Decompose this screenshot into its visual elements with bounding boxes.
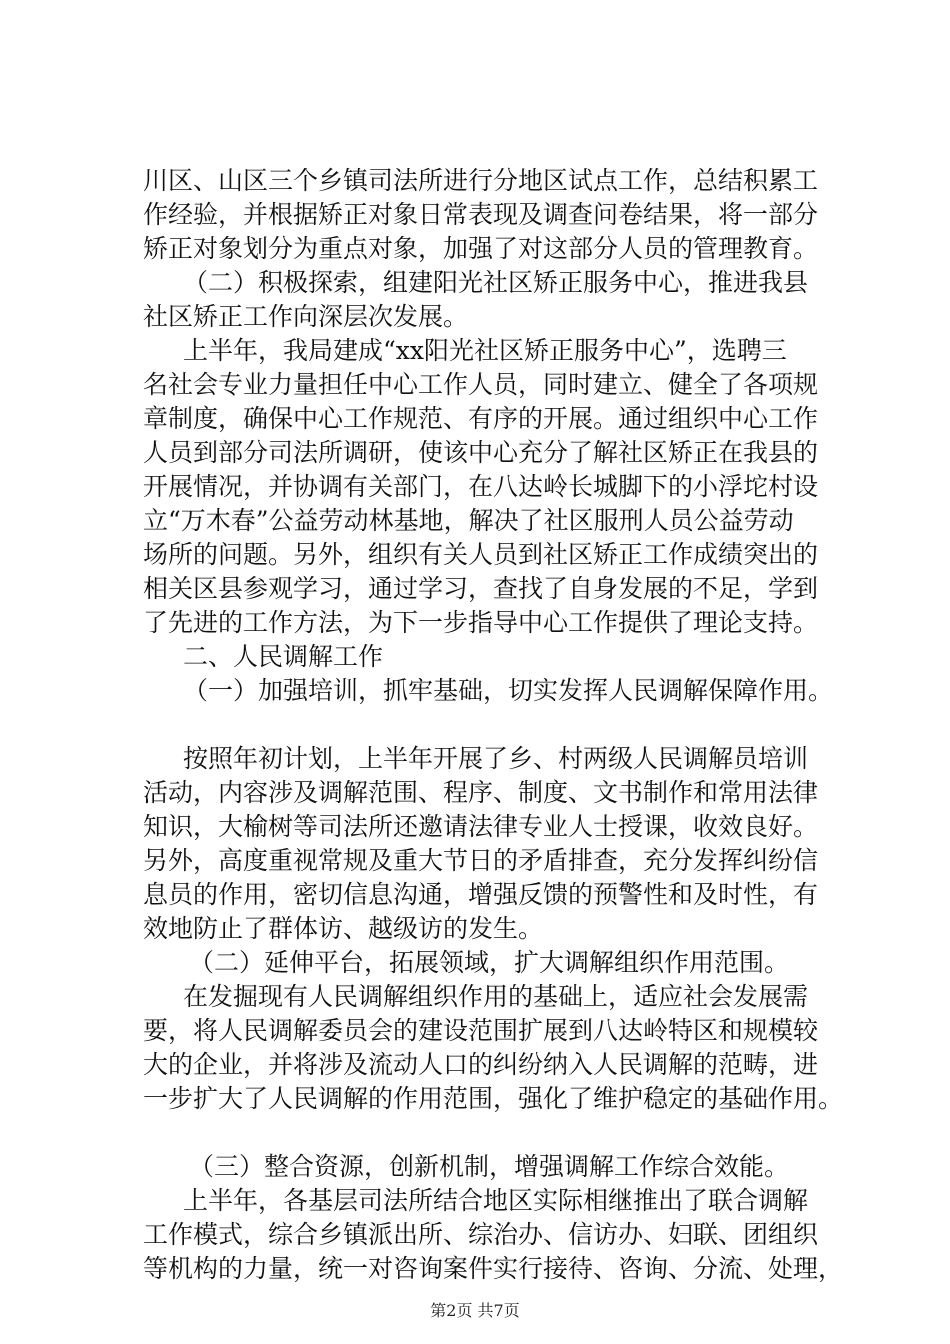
text-line: 川区、山区三个乡镇司法所进行分地区试点工作，总结积累工: [143, 166, 819, 195]
page-number-footer: 第2页 共7页: [430, 1301, 520, 1320]
text-line: 大的企业，并将涉及流动人口的纠纷纳入人民调解的范畴，进: [143, 1050, 819, 1079]
document-body: [143, 164, 843, 1286]
subsection-heading: （一）加强培训，抓牢基础，切实发挥人民调解保障作用。: [183, 676, 834, 705]
paragraph-start: 上半年，我局建成“xx阳光社区矫正服务中心”，选聘三: [183, 336, 787, 365]
text-line: 作经验，并根据矫正对象日常表现及调查问卷结果，将一部分: [143, 200, 819, 229]
section-heading: （二）积极探索，组建阳光社区矫正服务中心，推进我县: [183, 268, 809, 297]
blank-line: [143, 708, 843, 742]
text-line: 场所的问题。另外，组织有关人员到社区矫正工作成绩突出的: [143, 540, 819, 569]
text-line: 立“万木春”公益劳动林基地，解决了社区服刑人员公益劳动: [143, 506, 794, 535]
paragraph-start: 按照年初计划，上半年开展了乡、村两级人民调解员培训: [183, 744, 809, 773]
text-line: 活动，内容涉及调解范围、程序、制度、文书制作和常用法律: [143, 778, 819, 807]
text-line: 社区矫正工作向深层次发展。: [143, 302, 469, 331]
text-line: 人员到部分司法所调研，使该中心充分了解社区矫正在我县的: [143, 438, 819, 467]
subsection-heading: （二）延伸平台，拓展领域，扩大调解组织作用范围。: [189, 948, 790, 977]
section-heading: 二、人民调解工作: [183, 642, 384, 671]
text-line: 效地防止了群体访、越级访的发生。: [143, 914, 544, 943]
paragraph-start: 在发掘现有人民调解组织作用的基础上，适应社会发展需: [183, 982, 809, 1011]
text-line: 章制度，确保中心工作规范、有序的开展。通过组织中心工作: [143, 404, 819, 433]
text-line: 了先进的工作方法，为下一步指导中心工作提供了理论支持。: [143, 608, 819, 637]
text-line: 名社会专业力量担任中心工作人员，同时建立、健全了各项规: [143, 370, 819, 399]
text-line: 等机构的力量，统一对咨询案件实行接待、咨询、分流、处理，: [143, 1254, 844, 1283]
text-line: 知识，大榆树等司法所还邀请法律专业人士授课，收效良好。: [143, 812, 819, 841]
subsection-heading: （三）整合资源，创新机制，增强调解工作综合效能。: [189, 1152, 790, 1181]
text-line: 息员的作用，密切信息沟通，增强反馈的预警性和及时性，有: [143, 880, 819, 909]
text-line: 相关区县参观学习，通过学习，查找了自身发展的不足，学到: [143, 574, 819, 603]
text-line: 一步扩大了人民调解的作用范围，强化了维护稳定的基础作用。: [143, 1084, 844, 1113]
text-line: 另外，高度重视常规及重大节日的矛盾排查，充分发挥纠纷信: [143, 846, 819, 875]
text-line: 开展情况，并协调有关部门，在八达岭长城脚下的小浮坨村设: [143, 472, 819, 501]
paragraph-start: 上半年，各基层司法所结合地区实际相继推出了联合调解: [183, 1186, 809, 1215]
text-line: 矫正对象划分为重点对象，加强了对这部分人员的管理教育。: [143, 234, 819, 263]
text-line: 要，将人民调解委员会的建设范围扩展到八达岭特区和规模较: [143, 1016, 819, 1045]
text-line: 工作模式，综合乡镇派出所、综治办、信访办、妇联、团组织: [143, 1220, 819, 1249]
blank-line: [143, 1116, 843, 1150]
